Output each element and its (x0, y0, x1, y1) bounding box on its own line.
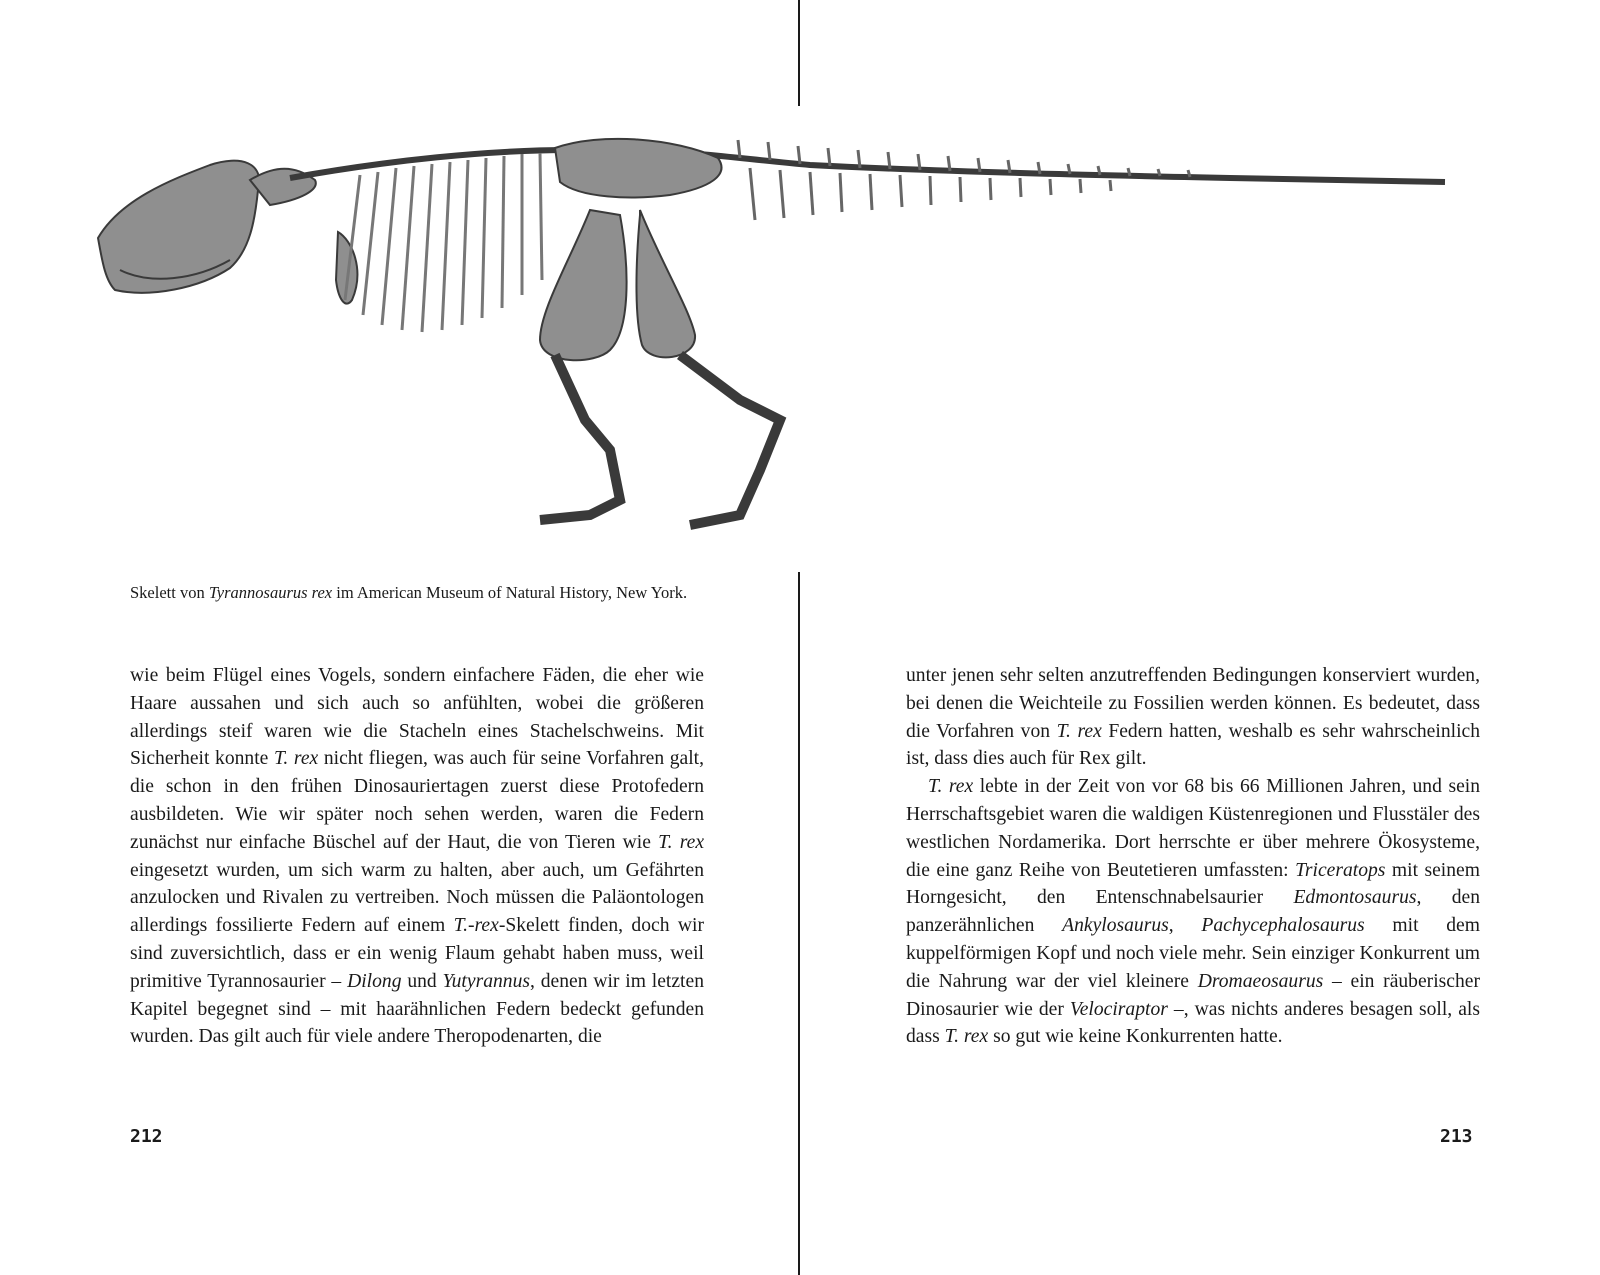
species-name: Dromaeosaurus (1197, 970, 1324, 992)
right-page-body (906, 662, 1480, 1051)
species-name: Velociraptor (1069, 998, 1168, 1020)
page-number-left: 212 (130, 1126, 163, 1147)
species-name: Pachycephalosaurus (1201, 915, 1365, 937)
text-segment: nicht fliegen, was auch für seine Vorfahren galt, die schon in den frühen Dinosauriertagen zuerst diese Protofedern ausbildeten. Wie wir später noch sehen werden, waren die Federn zunächst nur einfache Büschel auf der Haut, die von Tieren wie (130, 748, 705, 853)
left-page-body (130, 662, 704, 1051)
trex-skeleton-figure (90, 120, 1480, 570)
text-segment: , denen wir im letzten Kapitel begegnet sind – mit haarähnlichen Federn bedeckt gefunden wurden. Das gilt auch für viele andere Theropodenarten, die (130, 970, 704, 1048)
text-segment: unter jenen sehr selten anzutreffenden Bedingungen konserviert wurden, bei denen die Weichteile zu Fossilien werden können. Es bedeutet, dass die Vorfahren von (906, 665, 1480, 742)
text-segment: Federn hatten, weshalb es sehr wahrscheinlich ist, dass dies auch für Rex gilt. (906, 720, 1481, 770)
right-paragraph-1 (906, 662, 1480, 773)
species-name: T. rex (944, 1026, 989, 1048)
text-segment: – ein räuberischer Dinosaurier wie der (906, 970, 1480, 1020)
species-name: Dilong (347, 970, 402, 992)
species-name: T. rex (658, 831, 705, 853)
species-name: Triceratops (1295, 859, 1386, 881)
figure-caption (130, 582, 690, 604)
species-name: T. rex (273, 748, 319, 770)
text-segment: -Skelett finden, doch wir sind zuversichtlich, dass er ein wenig Flaum gehabt haben muss, weil primitive Tyrannosaurier – (130, 915, 704, 992)
caption-suffix: im American Museum of Natural History, New York. (332, 583, 688, 602)
species-name: T. rex (1056, 720, 1102, 742)
species-name: T.-rex (453, 915, 499, 937)
text-segment: , (1168, 915, 1202, 937)
page-number-right: 213 (1440, 1126, 1473, 1147)
caption-prefix: Skelett von (130, 583, 209, 602)
species-name: Edmontosaurus (1293, 887, 1417, 909)
text-segment: wie beim Flügel eines Vogels, sondern einfachere Fäden, die eher wie Haare aussahen und sich auch so anfühlten, wobei die größeren allerdings steif waren wie die Stacheln eines Stachelschweins. Mit Sicherheit konnte (130, 665, 704, 770)
gutter-line-bottom (798, 572, 800, 1275)
gutter-line-top (798, 0, 800, 106)
text-segment: und (401, 970, 443, 992)
text-segment: mit seinem Horngesicht, den Entenschnabelsaurier (906, 859, 1480, 909)
text-segment: mit dem kuppelförmigen Kopf und noch viele mehr. Sein einziger Konkurrent um die Nahrung war der viel kleinere (906, 915, 1480, 992)
caption-species: Tyrannosaurus rex (208, 583, 333, 602)
text-segment: so gut wie keine Konkurrenten hatte. (988, 1026, 1283, 1048)
right-paragraph-2 (906, 773, 1480, 1051)
species-name: Yutyrannus (442, 970, 531, 992)
left-paragraph-1 (130, 662, 704, 1051)
species-name: Ankylosaurus (1062, 915, 1169, 937)
text-segment: lebte in der Zeit von vor 68 bis 66 Millionen Jahren, und sein Herrschaftsgebiet waren die waldigen Küstenregionen und Flusstäler des westlichen Nordamerika. Dort herrschte er über mehrere Ökosysteme, die eine ganz Reihe von Beutetieren umfassten: (906, 776, 1481, 881)
text-segment: –, was nichts anderes besagen soll, als dass (906, 998, 1480, 1048)
species-name: T. rex (928, 776, 974, 798)
tyrannosaurus-skeleton-icon (90, 120, 1480, 570)
text-segment: eingesetzt wurden, um sich warm zu halten, aber auch, um Gefährten anzulocken und Rivalen zu vertreiben. Noch müssen die Paläontologen allerdings fossilierte Federn auf einem (130, 859, 704, 937)
text-segment: , den panzerähnlichen (906, 887, 1481, 937)
